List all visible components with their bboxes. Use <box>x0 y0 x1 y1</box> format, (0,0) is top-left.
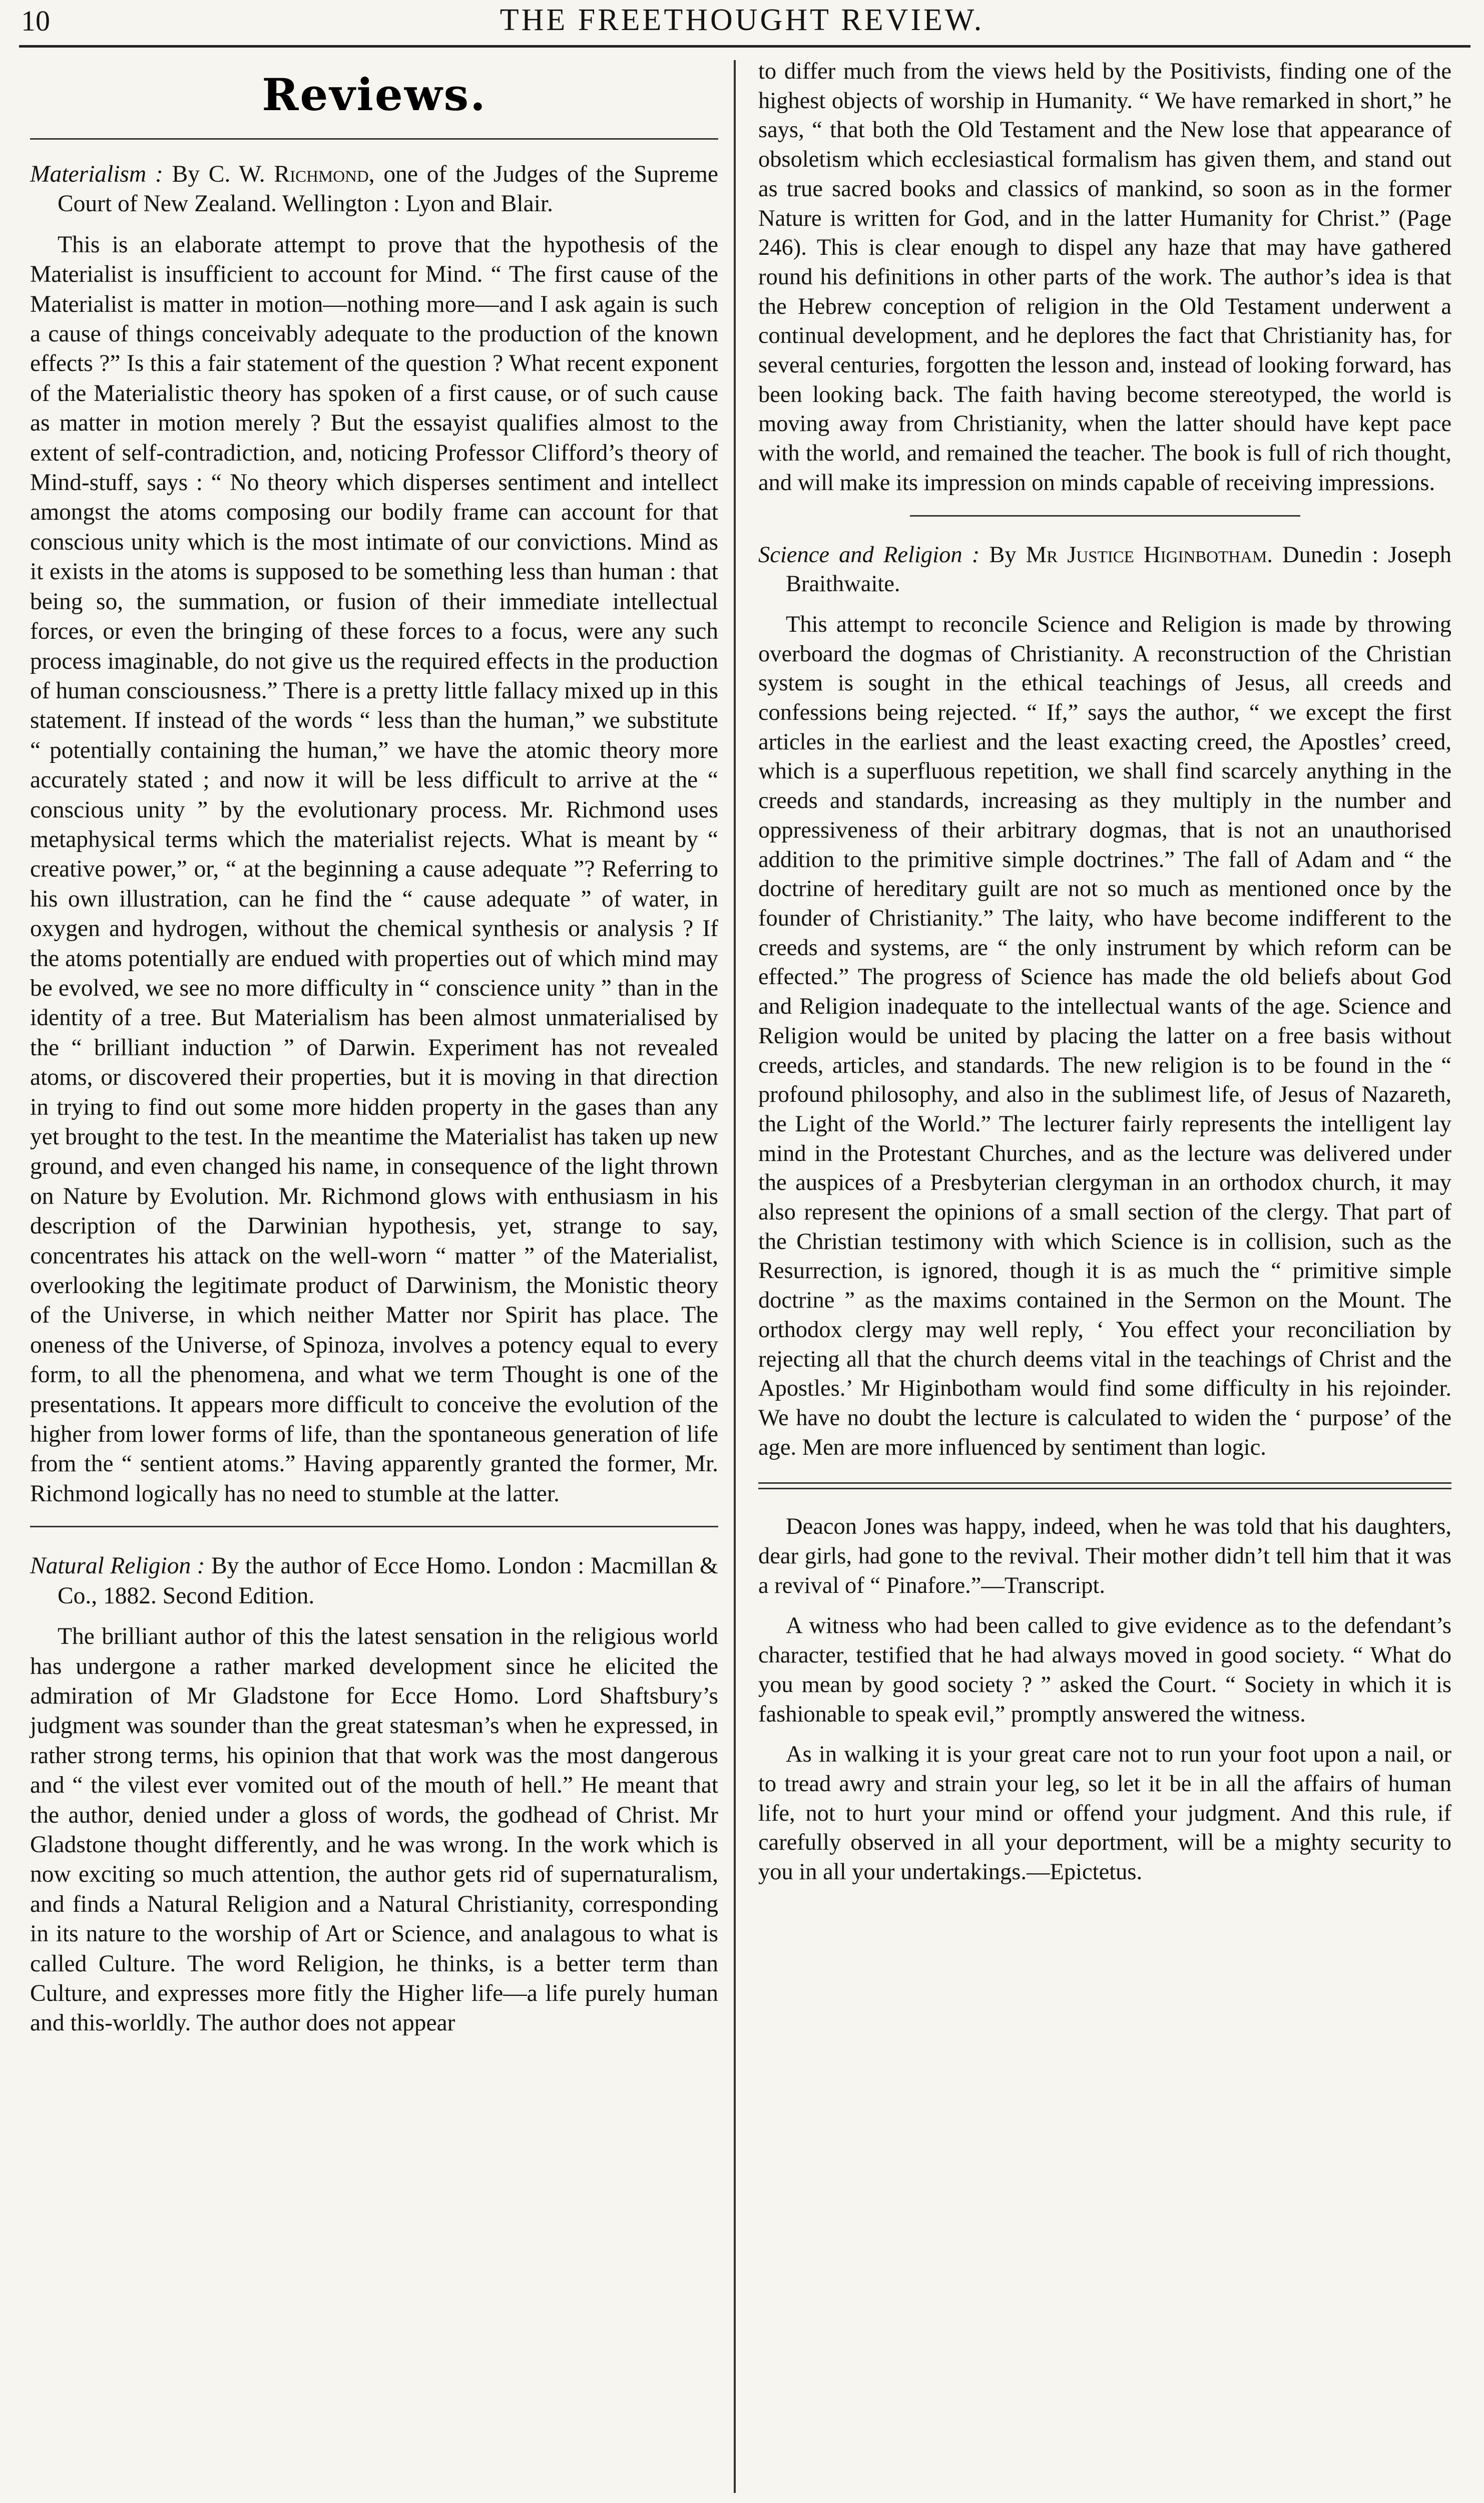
page-number: 10 <box>21 5 50 37</box>
review-body: The brilliant author of this the latest sensation in the religious world has undergone a rather marked development since he elicited the admiration of Mr Gladstone for Ecce Homo. Lord Shaftsbury’s judgment was sounder than the great statesman’s when he expressed, in rather strong terms, his opinion that that work was the most dangerous and “ the vilest ever vomited out of the mouth of hell.” He meant that the author, denied under a gloss of words, the godhead of Christ. Mr Gladstone thought differently, and he was wrong. In the work which is now exciting so much attention, the author gets rid of supernaturalism, and finds a Natural Religion and a Natural Christianity, corresponding in its nature to the worship of Art or Science, and analagous to what is called Culture. The word Religion, he thinks, is a better term than Culture, and expresses more fitly the Higher life—a life purely human and this-worldly. The author does not appear <box>30 1623 718 2036</box>
quote-epictetus: As in walking it is your great care not to run your foot upon a nail, or to tread awry and strain your leg, so let it be in all the affairs of human life, not to hurt your mind or offend your judgment. And this rule, if carefully observed in all your deportment, will be a mighty security to you in all your undertakings.—Epictetus. <box>758 1742 1451 1885</box>
anecdote-witness: A witness who had been called to give evidence as to the defendant’s character, testified that he had always moved in good society. “ What do you mean by good society ? ” asked the Court. “ Society in which it is fashionable to speak evil,” promptly answered the witness. <box>758 1613 1451 1727</box>
review-byline: By <box>979 542 1026 568</box>
section-heading <box>30 64 718 138</box>
review-body-continued: to differ much from the views held by the Positivists, finding one of the highest objects of worship in Humanity. “ We have remarked in short,” he says, “ that both the Old Testament and the New lose that appearance of obsoletism which ecclesiastical formalism has given them, and stand out as true sacred books and classics of mankind, so soon as in the former Nature is written for God, and in the latter Humanity for Christ.” (Page 246). This is clear enough to dispel any haze that may have gathered round his definitions in other parts of the work. The author’s idea is that the Hebrew conception of religion in the Old Testament underwent a continual development, and he deplores the fact that Christianity has, for several centuries, forgotten the lesson and, instead of looking forward, has been looking back. The faith having become stereotyped, the world is moving away from Christianity, when the latter should have kept pace with the world, and remained the teacher. The book is full of rich thought, and will make its impression on minds capable of receiving impressions. <box>758 59 1451 496</box>
section-title-blackletter <box>261 64 487 124</box>
review-work-title: Science and Religion : <box>758 542 980 568</box>
review-author: Mr Justice Higinbotham <box>1026 542 1267 568</box>
review-natural-religion <box>30 1551 718 2038</box>
review-heading <box>30 1551 718 1611</box>
review-materialism <box>30 160 718 1509</box>
left-column <box>30 57 718 2049</box>
review-work-title: Natural Religion : <box>30 1553 205 1579</box>
anecdote-deacon: Deacon Jones was happy, indeed, when he was told that his daughters, dear girls, had gone to the revival. Their mother didn’t tell him that it was a revival of “ Pinafore.”—Transcript. <box>758 1514 1451 1598</box>
review-body: This attempt to reconcile Science and Religion is made by throwing overboard the dogmas of Christianity. A reconstruction of the Christian system is sought in the ethical teachings of Jesus, all creeds and confessions being rejected. “ If,” says the author, “ we except the first articles in the earliest and the least exacting creed, the Apostles’ creed, which is a superfluous repetition, we shall find scarcely anything in the creeds and standards, increasing as they multiply in the number and oppressiveness of their arbitrary dogmas, that is not an unauthorised addition to the primitive simple doctrines.” The fall of Adam and “ the doctrine of hereditary guilt are not so much as mentioned once by the founder of Christianity.” The laity, who have become indifferent to the creeds and systems, are “ the only instrument by which reform can be effected.” The progress of Science has made the old beliefs about God and Religion inadequate to the intellectual wants of the age. Science and Religion would be united by placing the latter on a free basis without creeds, articles, and standards. The new religion is to be found in the “ profound philosophy, and also in the sublimest life, of Jesus of Nazareth, the Light of the World.” The lecturer fairly represents the intelligent lay mind in the Protestant Churches, and as the lecture was delivered under the auspices of a Presbyterian clergyman in an orthodox church, it may also represent the opinions of a small section of the clergy. That part of the Christian testimony with which Science is in collision, such as the Resurrection, is ignored, though it is as much the “ primitive simple doctrine ” as the maxims contained in the Sermon on the Mount. The orthodox clergy may well reply, ‘ You effect your reconciliation by rejecting all that the church deems vital in the teachings of Christ and the Apostles.’ Mr Higinbotham would find some difficulty in his rejoinder. We have no doubt the lecture is calculated to widen the ‘ purpose’ of the age. Men are more influenced by sentiment than logic. <box>758 611 1451 1460</box>
section-double-rule <box>758 1482 1451 1489</box>
review-separator <box>30 1526 718 1527</box>
section-rule <box>30 138 718 140</box>
review-publisher: , one of the Judges of the Supreme Court of New Zealand. Wellington : Lyon and Blair. <box>58 161 719 217</box>
review-publisher: . Dunedin : Joseph Braithwaite. <box>786 542 1451 597</box>
miscellany <box>758 1512 1451 1887</box>
column-divider <box>734 60 736 2493</box>
review-body: This is an elaborate attempt to prove that the hypothesis of the Materialist is insufficient to account for Mind. “ The first cause of the Materialist is matter in motion—nothing more—and I ask again is such a cause of things conceivably adequate to the production of the known effects ?” Is this a fair statement of the question ? What recent exponent of the Materialistic theory has spoken of a first cause, or of such cause as matter in motion merely ? But the essayist qualifies almost to the extent of self-contradiction, and, noticing Professor Clifford’s theory of Mind-stuff, says : “ No theory which disperses sentiment and intellect amongst the atoms composing our bodily frame can account for that conscious unity which is the most intimate of our convictions. Mind as it exists in the atoms is supposed to be something less than human : that being so, the summation, or fusion of their immediate intellectual forces, or even the bringing of these forces to a focus, were any such process imaginable, do not give us the required effects in the production of human consciousness.” There is a pretty little fallacy mixed up in this statement. If instead of the words “ less than the human,” we substitute “ potentially containing the human,” we have the atomic theory more accurately stated ; and now it will be less difficult to arrive at the “ conscious unity ” by the evolutionary process. Mr. Richmond uses metaphysical terms which the materialist rejects. What is meant by “ creative power,” or, “ at the beginning a cause adequate ”? Referring to his own illustration, can he find the “ cause adequate ” of water, in oxygen and hydrogen, without the chemical synthesis or analysis ? If the atoms potentially are endued with properties out of which mind may be evolved, we see no more difficulty in “ conscience unity ” than in the identity of a tree. But Materialism has been almost unmaterialised by the “ brilliant induction ” of Darwin. Experiment has not revealed atoms, or discovered their properties, but it is moving in that direction in trying to find out some more hidden property in the gases than any yet brought to the test. In the meantime the Materialist has taken up new ground, and even changed his name, in consequence of the light thrown on Nature by Evolution. Mr. Richmond glows with enthusiasm in his description of the Darwinian hypothesis, yet, strange to say, concentrates his attack on the well-worn “ matter ” of the Materialist, overlooking the legitimate product of Darwinism, the Monistic theory of the Universe, in which neither Matter nor Spirit has place. The oneness of the Universe, of Spinoza, involves a potency equal to every form, to all the phenomena, and what we term Thought is one of the presentations. It appears more difficult to conceive the evolution of the higher from lower forms of life, than the spontaneous generation of life from the “ sentient atoms.” Having apparently granted the former, Mr. Richmond logically has no need to stumble at the latter. <box>30 231 718 1507</box>
svg-text:Reviews.: Reviews. <box>261 69 487 121</box>
masthead-rule <box>19 45 1470 48</box>
review-publisher: By the author of Ecce Homo. London : Macmillan & Co., 1882. Second Edition. <box>58 1553 718 1609</box>
review-work-title: Materialism : <box>30 161 163 187</box>
review-heading <box>758 541 1451 599</box>
review-byline: By C. W. <box>163 161 274 187</box>
review-author: Richmond <box>274 161 369 187</box>
review-heading <box>30 160 718 219</box>
review-science-religion <box>758 541 1451 1463</box>
masthead-title: THE FREETHOUGHT REVIEW. <box>500 3 984 37</box>
right-column <box>758 57 1451 1898</box>
review-separator <box>910 515 1300 517</box>
